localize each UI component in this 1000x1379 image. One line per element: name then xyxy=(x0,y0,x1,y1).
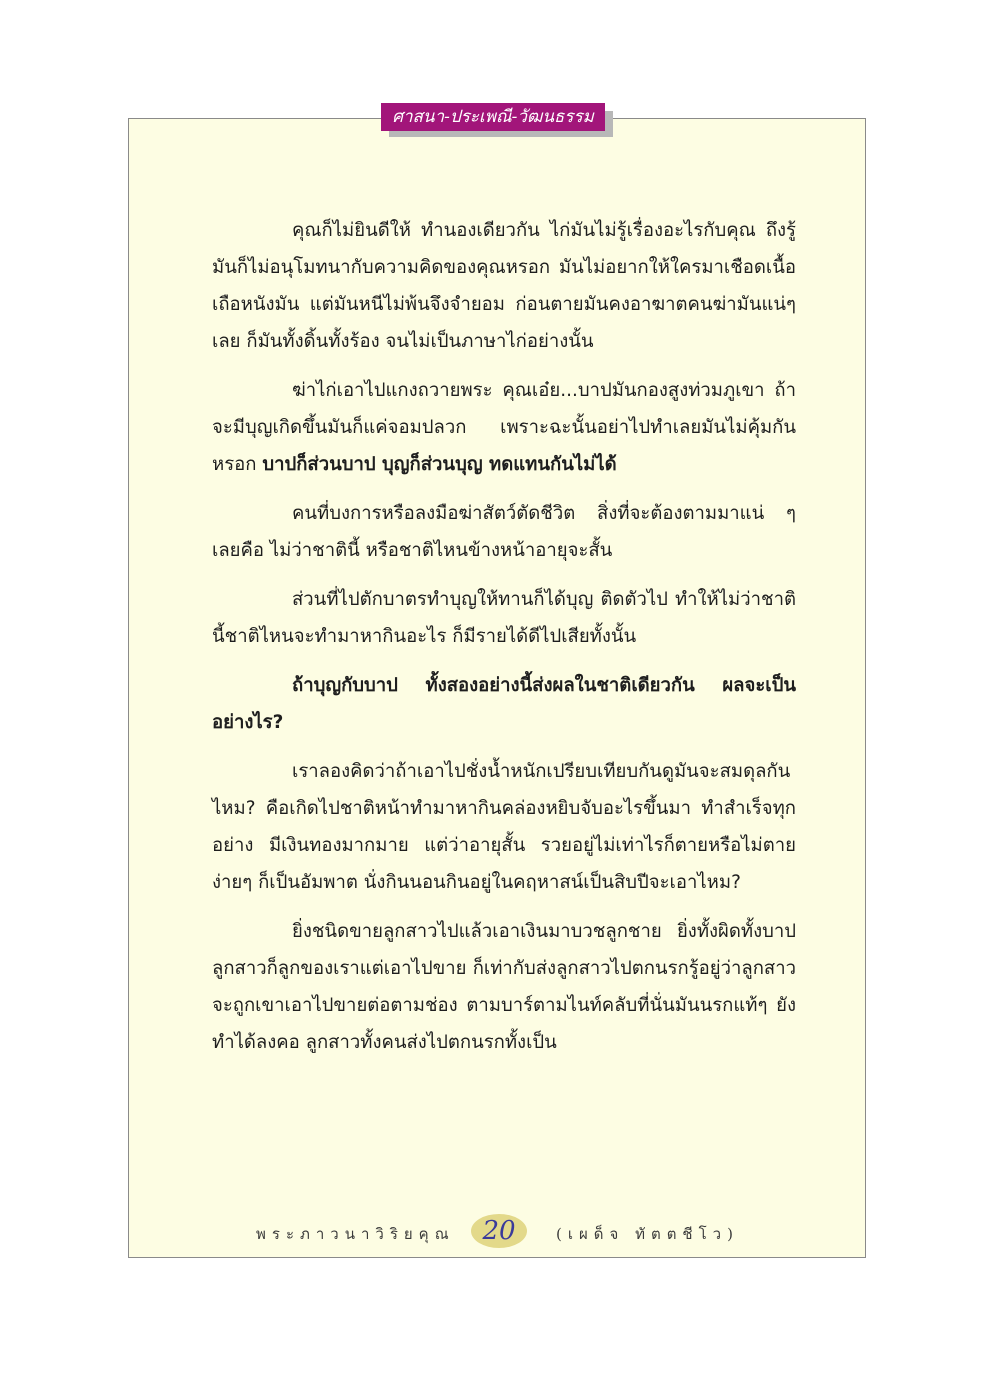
body-text xyxy=(212,212,796,1073)
footer-author: (เผด็จ ทัตตชีโว) xyxy=(556,1225,739,1243)
paragraph-1: คุณก็ไม่ยินดีให้ ทำนองเดียวกัน ไก่มันไม่รู้เรื่องอะไรกับคุณ ถึงรู้มันก็ไม่อนุโมทนากับความคิดของคุณหรอก มันไม่อยากให้ใครมาเชือดเนื้อเถือหนังมัน แต่มันหนีไม่พ้นจึงจำยอม ก่อนตายมันคงอาฆาตคนฆ่ามันแน่ๆ เลย ก็มันทั้งดิ้นทั้งร้อง จนไม่เป็นภาษาไก่อย่างนั้น xyxy=(212,220,796,352)
section-header-tab xyxy=(381,103,613,137)
footer-book-title: พระภาวนาวิริยคุณ xyxy=(256,1225,455,1243)
paragraph-7: ยิ่งชนิดขายลูกสาวไปแล้วเอาเงินมาบวชลูกชาย ยิ่งทั้งผิดทั้งบาป ลูกสาวก็ลูกของเราแต่เอาไปขาย ก็เท่ากับส่งลูกสาวไปตกนรกรู้อยู่ว่าลูกสาว จะถูกเขาเอาไปขายต่อตามช่อง ตามบาร์ตามไนท์คลับที่นั่นมันนรกแท้ๆ ยังทำได้ลงคอ ลูกสาวทั้งคนส่งไปตกนรกทั้งเป็น xyxy=(212,921,796,1053)
paragraph-2 xyxy=(212,372,796,483)
paragraph-4: ส่วนที่ไปตักบาตรทำบุญให้ทานก็ได้บุญ ติดตัวไป ทำให้ไม่ว่าชาตินี้ชาติไหนจะทำมาหากินอะไร ก็มีรายได้ดีไปเสียทั้งนั้น xyxy=(212,589,796,647)
paragraph-3: คนที่บงการหรือลงมือฆ่าสัตว์ตัดชีวิต สิ่งที่จะต้องตามมาแน่ ๆ เลยคือ ไม่ว่าชาตินี้ หรือชาติไหนข้างหน้าอายุจะสั้น xyxy=(212,503,796,561)
paragraph-2-text: ฆ่าไก่เอาไปแกงถวายพระ คุณเอ๋ย...บาปมันกองสูงท่วมภูเขา ถ้าจะมีบุญเกิดขึ้นมันก็แค่จอมปลวก เพราะฉะนั้นอย่าไปทำเลยมันไม่คุ้มกันหรอก xyxy=(212,380,796,475)
question-heading: ถ้าบุญกับบาป ทั้งสองอย่างนี้ส่งผลในชาติเดียวกัน ผลจะเป็นอย่างไร? xyxy=(212,675,796,733)
paragraph-6: เราลองคิดว่าถ้าเอาไปชั่งน้ำหนักเปรียบเทียบกันดูมันจะสมดุลกันไหม? คือเกิดไปชาติหน้าทำมาหากินคล่องหยิบจับอะไรขึ้นมา ทำสำเร็จทุกอย่าง มีเงินทองมากมาย แต่ว่าอายุสั้น รวยอยู่ไม่เท่าไรก็ตายหรือไม่ตายง่ายๆ ก็เป็นอัมพาต นั่งกินนอนกินอยู่ในคฤหาสน์เป็นสิบปีจะเอาไหม? xyxy=(212,761,796,893)
page-footer xyxy=(128,1212,866,1252)
section-title: ศาสนา-ประเพณี-วัฒนธรรม xyxy=(381,103,605,131)
page-number: 20 xyxy=(482,1216,516,1246)
paragraph-2-emphasis: บาปก็ส่วนบาป บุญก็ส่วนบุญ ทดแทนกันไม่ได้ xyxy=(262,454,617,475)
